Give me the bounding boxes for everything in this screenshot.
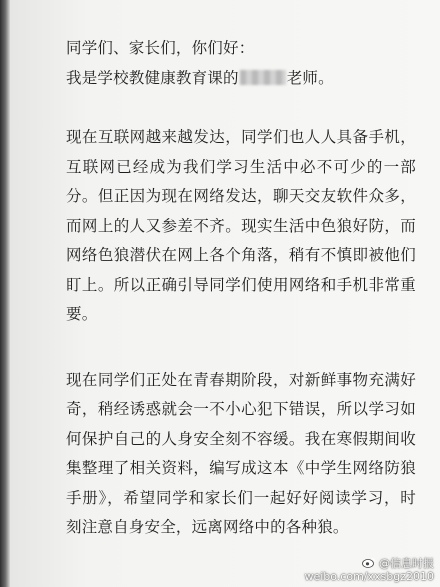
page-edge-shadow [0, 0, 10, 587]
watermark-url: weibo.com/xxsbgz2010 [304, 570, 434, 583]
greeting-line: 同学们、家长们，你们好： [66, 39, 255, 57]
intro-prefix: 我是学校教健康教育课的 [66, 68, 239, 87]
watermark-handle: @信息时报 [379, 557, 434, 570]
paragraph-1: 现在互联网越来越发达，同学们也人人具备手机，互联网已经成为我们学习生活中必不可少的一部分。但正因为现在网络发达，聊天交友软件众多，而网上的人又参差不齐。现实生活中色狼好防，而网络色狼潜伏在网上各个角落，稍有不慎即被他们盯上。所以正确引导同学们使用网络和手机非常重要。 [66, 128, 416, 323]
intro-suffix: 老师。 [286, 68, 334, 87]
letter-body [66, 34, 416, 543]
intro-line [66, 64, 416, 94]
watermark-handle-line [304, 557, 434, 570]
paragraph-2: 现在同学们正处在青春期阶段，对新鲜事物充满好奇，稍经诱惑就会一不小心犯下错误，所以学习如何保护自己的人身安全刻不容缓。我在寒假期间收集整理了相关资料，编写成这本《中学生网络防狼手册》，希望同学和家长们一起好好阅读学习，时刻注意自身安全，远离网络中的各种狼。 [66, 370, 416, 536]
weibo-logo-icon [362, 557, 376, 568]
redacted-name [240, 70, 286, 85]
weibo-watermark [304, 557, 434, 583]
